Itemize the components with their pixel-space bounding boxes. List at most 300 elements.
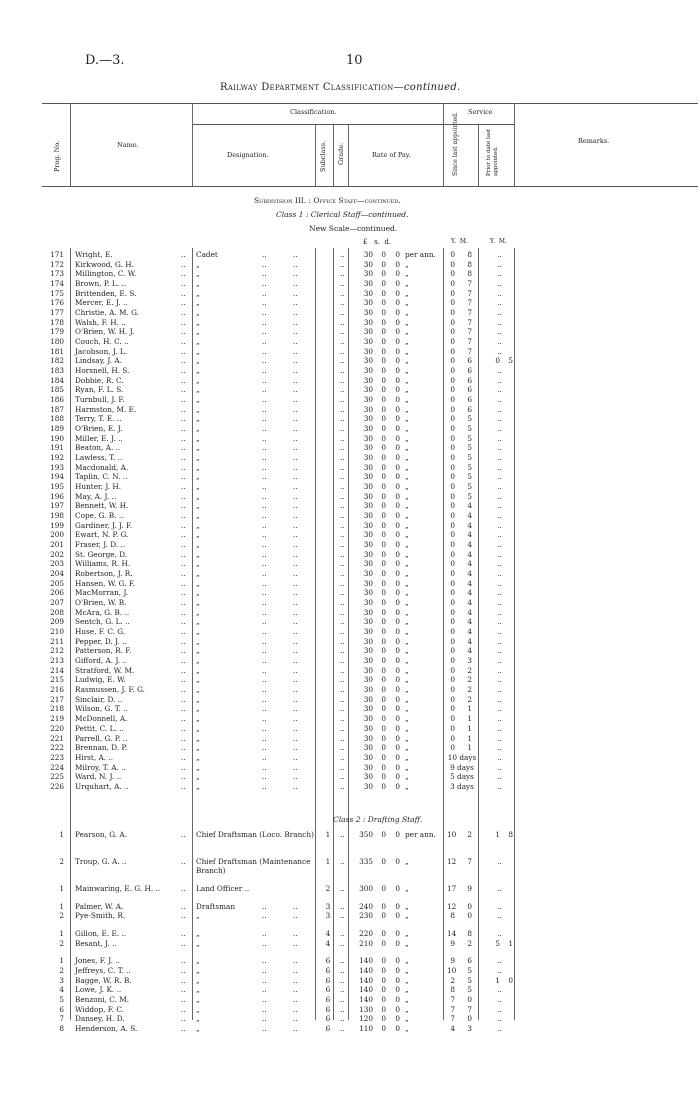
- pay-pence: 0: [395, 414, 400, 424]
- table-row: [0, 299, 700, 308]
- leader-dots: ..: [181, 911, 186, 921]
- prior-service: ..: [497, 491, 502, 501]
- leader-dots: ..: [262, 375, 267, 385]
- designation: „: [196, 327, 200, 337]
- pay-shillings: 0: [381, 938, 386, 948]
- service-months: 4: [467, 636, 472, 646]
- leader-dots: ..: [293, 414, 298, 424]
- pay-pence: 0: [395, 704, 400, 714]
- leader-dots: ..: [293, 714, 298, 724]
- leader-dots: ..: [340, 511, 345, 521]
- header-col-line-5: [348, 124, 349, 186]
- leader-dots: ..: [181, 975, 186, 985]
- pay-pence: 0: [395, 966, 400, 976]
- employee-name: Dobbie, R. C.: [75, 375, 124, 385]
- employee-name: Fraser, J. D. ..: [75, 540, 126, 550]
- pay-period: „: [405, 598, 409, 608]
- pay-pounds: 30: [363, 675, 373, 685]
- pay-period: „: [405, 752, 409, 762]
- designation: „: [196, 685, 200, 695]
- leader-dots: ..: [181, 501, 186, 511]
- leader-dots: ..: [262, 259, 267, 269]
- service-since-last: 5 days: [450, 772, 474, 782]
- service-years: 0: [450, 636, 455, 646]
- prior-service: ..: [497, 884, 502, 893]
- designation: „: [196, 714, 200, 724]
- leader-dots: ..: [340, 1004, 345, 1014]
- designation: „: [196, 424, 200, 434]
- prog-no: 1: [59, 830, 64, 839]
- service-years: 0: [450, 404, 455, 414]
- prior-service: ..: [497, 588, 502, 598]
- designation: „: [196, 588, 200, 598]
- leader-dots: ..: [181, 762, 186, 772]
- prog-no: 190: [50, 433, 64, 443]
- service-since-last: 10 days: [447, 752, 477, 762]
- pay-pounds: 30: [363, 288, 373, 298]
- pay-pounds: 30: [363, 346, 373, 356]
- leader-dots: ..: [262, 433, 267, 443]
- prior-service: ..: [497, 1004, 502, 1014]
- designation: „: [196, 288, 200, 298]
- employee-name: Parrell, G. P. ..: [75, 733, 128, 743]
- pay-pounds: 30: [363, 646, 373, 656]
- table-row: [0, 425, 700, 434]
- table-row: [0, 831, 700, 847]
- service-months: 5: [467, 414, 472, 424]
- leader-dots: ..: [181, 956, 186, 966]
- service-months: 7: [467, 298, 472, 308]
- pay-period: „: [405, 675, 409, 685]
- leader-dots: ..: [340, 443, 345, 453]
- prog-no: 202: [50, 549, 64, 559]
- pay-pence: 0: [395, 607, 400, 617]
- pay-pounds: 30: [363, 665, 373, 675]
- service-years: 0: [450, 337, 455, 347]
- leader-dots: ..: [340, 995, 345, 1005]
- leader-dots: ..: [181, 424, 186, 434]
- leader-dots: ..: [293, 627, 298, 637]
- pay-pounds: 30: [363, 337, 373, 347]
- table-row: [0, 435, 700, 444]
- subclass: 3: [325, 901, 331, 911]
- leader-dots: ..: [262, 482, 267, 492]
- leader-dots: ..: [293, 598, 298, 608]
- employee-name: Williams, R. H.: [75, 559, 131, 569]
- leader-dots: ..: [340, 269, 345, 279]
- pay-pounds: 30: [363, 569, 373, 579]
- pay-pounds: 30: [363, 385, 373, 395]
- employee-name: Harmston, M. E.: [75, 404, 137, 414]
- prior-service: ..: [497, 288, 502, 298]
- header-top-rule: [42, 103, 698, 104]
- pay-shillings: 0: [381, 327, 386, 337]
- leader-dots: ..: [293, 588, 298, 598]
- service-months: 5: [467, 491, 472, 501]
- leader-dots: ..: [262, 598, 267, 608]
- header-rate: Rate of Pay.: [372, 151, 411, 159]
- pay-pence: 0: [395, 520, 400, 530]
- prior-service: ..: [497, 752, 502, 762]
- designation: „: [196, 627, 200, 637]
- pay-pounds: 30: [363, 259, 373, 269]
- leader-dots: ..: [181, 327, 186, 337]
- pay-pounds: 30: [363, 733, 373, 743]
- leader-dots: ..: [340, 288, 345, 298]
- table-row: [0, 541, 700, 550]
- prior-service: ..: [497, 375, 502, 385]
- service-months: 8: [467, 259, 472, 269]
- header-grade: Grade.: [337, 142, 345, 165]
- designation: „: [196, 675, 200, 685]
- pay-shillings: 0: [381, 530, 386, 540]
- pay-period: „: [405, 985, 409, 995]
- prior-service: ..: [497, 772, 502, 782]
- leader-dots: ..: [181, 694, 186, 704]
- service-months: 2: [467, 830, 472, 839]
- pay-period: „: [405, 743, 409, 753]
- pay-pence: 0: [395, 462, 400, 472]
- header-subclass: Subclass.: [319, 140, 327, 172]
- pay-shillings: 0: [381, 694, 386, 704]
- leader-dots: ..: [340, 395, 345, 405]
- leader-dots: ..: [340, 685, 345, 695]
- pay-pounds: 30: [363, 414, 373, 424]
- leader-dots: ..: [262, 462, 267, 472]
- prog-no: 2: [59, 911, 64, 921]
- pay-period: „: [405, 723, 409, 733]
- service-months: 4: [467, 598, 472, 608]
- leader-dots: ..: [293, 259, 298, 269]
- leader-dots: ..: [340, 530, 345, 540]
- leader-dots: ..: [293, 617, 298, 627]
- designation: „: [196, 569, 200, 579]
- pay-period: „: [405, 540, 409, 550]
- leader-dots: ..: [181, 857, 186, 866]
- service-months: 1: [467, 704, 472, 714]
- designation: „: [196, 520, 200, 530]
- employee-name: Terry, T. E. ..: [75, 414, 122, 424]
- prog-no: 177: [50, 308, 64, 318]
- service-years: 0: [450, 424, 455, 434]
- prior-service: ..: [497, 308, 502, 318]
- leader-dots: ..: [293, 288, 298, 298]
- prog-no: 213: [50, 656, 64, 666]
- prog-no: 204: [50, 569, 64, 579]
- table-row: [0, 930, 700, 939]
- leader-dots: ..: [262, 733, 267, 743]
- leader-dots: ..: [340, 433, 345, 443]
- designation: „: [196, 375, 200, 385]
- leader-dots: ..: [293, 356, 298, 366]
- prog-no: 212: [50, 646, 64, 656]
- leader-dots: ..: [340, 617, 345, 627]
- table-row: [0, 647, 700, 656]
- service-months: 4: [467, 617, 472, 627]
- service-months: 4: [467, 569, 472, 579]
- employee-name: Gillon, E. E. ..: [75, 929, 127, 938]
- pay-pence: 0: [395, 714, 400, 724]
- employee-name: Wright, E.: [75, 250, 113, 259]
- title-suffix: —continued.: [393, 82, 461, 93]
- service-years: 0: [450, 704, 455, 714]
- pay-pounds: 30: [363, 617, 373, 627]
- leader-dots: ..: [262, 298, 267, 308]
- pay-shillings: 0: [381, 308, 386, 318]
- pay-pence: 0: [395, 327, 400, 337]
- pay-pence: 0: [395, 694, 400, 704]
- employee-name: Mainwaring, E. G. H. ..: [75, 884, 161, 893]
- pay-shillings: 0: [381, 911, 386, 921]
- table-row: [0, 715, 700, 724]
- employee-name: Bagge, W. R. B.: [75, 975, 132, 985]
- table-row: [0, 696, 700, 705]
- pay-period: „: [405, 929, 409, 938]
- leader-dots: ..: [340, 501, 345, 511]
- leader-dots: ..: [181, 433, 186, 443]
- service-years: 0: [450, 598, 455, 608]
- prog-no: 6: [59, 1004, 64, 1014]
- leader-dots: ..: [262, 559, 267, 569]
- leader-dots: ..: [181, 1014, 186, 1024]
- leader-dots: ..: [181, 443, 186, 453]
- service-years: 0: [450, 501, 455, 511]
- service-years: 0: [450, 250, 455, 259]
- prog-no: 178: [50, 317, 64, 327]
- prior-service: ..: [497, 723, 502, 733]
- pay-shillings: 0: [381, 404, 386, 414]
- pay-shillings: 0: [381, 752, 386, 762]
- pay-shillings: 0: [381, 356, 386, 366]
- leader-dots: ..: [262, 395, 267, 405]
- pay-period: „: [405, 472, 409, 482]
- leader-dots: ..: [340, 772, 345, 782]
- prior-service: ..: [497, 627, 502, 637]
- prior-service: ..: [497, 617, 502, 627]
- pay-pence: 0: [395, 578, 400, 588]
- leader-dots: ..: [293, 462, 298, 472]
- page-title: [220, 82, 461, 93]
- employee-name: Gifford, A. J. ..: [75, 656, 128, 666]
- employee-name: Gardiner, J. J. F.: [75, 520, 133, 530]
- table-row: [0, 280, 700, 289]
- prog-no: 173: [50, 269, 64, 279]
- service-years: 0: [450, 743, 455, 753]
- table-row: [0, 638, 700, 647]
- pay-shillings: 0: [381, 830, 386, 839]
- pay-pence: 0: [395, 308, 400, 318]
- prior-service: ..: [497, 929, 502, 938]
- table-row: [0, 270, 700, 279]
- pay-shillings: 0: [381, 743, 386, 753]
- pay-pence: 0: [395, 288, 400, 298]
- prior-service: ..: [497, 1024, 502, 1034]
- pay-period: „: [405, 569, 409, 579]
- service-years: 9: [450, 956, 455, 966]
- subclass: 6: [325, 966, 331, 976]
- leader-dots: ..: [340, 1014, 345, 1024]
- leader-dots: ..: [293, 511, 298, 521]
- leader-dots: ..: [181, 607, 186, 617]
- employee-name: Henderson, A. S.: [75, 1024, 138, 1034]
- leader-dots: ..: [181, 453, 186, 463]
- leader-dots: ..: [340, 259, 345, 269]
- service-years: 7: [450, 1014, 455, 1024]
- employee-name: Jacobson, J. L.: [75, 346, 128, 356]
- prog-no: 3: [59, 975, 64, 985]
- leader-dots: ..: [293, 443, 298, 453]
- table-row: [0, 319, 700, 328]
- pay-pounds: 30: [363, 308, 373, 318]
- service-months: 9: [467, 884, 472, 893]
- service-months: 0: [467, 901, 472, 911]
- prog-no: 209: [50, 617, 64, 627]
- leader-dots: ..: [262, 646, 267, 656]
- pay-period: „: [405, 530, 409, 540]
- pay-pounds: 30: [363, 762, 373, 772]
- header-remarks: Remarks.: [578, 137, 610, 145]
- pay-pounds: 300: [359, 884, 373, 893]
- prior-service: ..: [497, 317, 502, 327]
- service-years: 0: [450, 443, 455, 453]
- leader-dots: ..: [262, 385, 267, 395]
- designation: „: [196, 443, 200, 453]
- leader-dots: ..: [340, 762, 345, 772]
- pay-shillings: 0: [381, 627, 386, 637]
- employee-name: Beaton, A. ..: [75, 443, 121, 453]
- prior-service: ..: [497, 453, 502, 463]
- prog-no: 4: [59, 985, 64, 995]
- header-prog-no: Prog. No.: [53, 140, 61, 172]
- leader-dots: ..: [181, 617, 186, 627]
- leader-dots: ..: [293, 1024, 298, 1034]
- leader-dots: ..: [262, 704, 267, 714]
- leader-dots: ..: [340, 385, 345, 395]
- prog-no: 183: [50, 366, 64, 376]
- service-months: 6: [467, 356, 472, 366]
- pay-period: „: [405, 588, 409, 598]
- prior-service: ..: [497, 675, 502, 685]
- prog-no: 172: [50, 259, 64, 269]
- prior-service: ..: [497, 298, 502, 308]
- service-years: 0: [450, 317, 455, 327]
- pay-shillings: 0: [381, 491, 386, 501]
- prior-service: ..: [497, 366, 502, 376]
- leader-dots: ..: [181, 733, 186, 743]
- leader-dots: ..: [340, 317, 345, 327]
- designation: „: [196, 269, 200, 279]
- service-months: 2: [467, 685, 472, 695]
- designation: „: [196, 482, 200, 492]
- pay-period: „: [405, 975, 409, 985]
- leader-dots: ..: [340, 491, 345, 501]
- pay-period: „: [405, 685, 409, 695]
- service-since-last: 9 days: [450, 762, 474, 772]
- leader-dots: ..: [340, 704, 345, 714]
- pay-period: per ann.: [405, 250, 436, 259]
- pay-pence: 0: [395, 752, 400, 762]
- pay-pence: 0: [395, 250, 400, 259]
- employee-name: O'Brien, E. J.: [75, 424, 123, 434]
- table-row: [0, 551, 700, 560]
- leader-dots: ..: [262, 337, 267, 347]
- prog-no: 187: [50, 404, 64, 414]
- subclass: 6: [325, 1004, 331, 1014]
- prior-service: ..: [497, 781, 502, 791]
- leader-dots: ..: [340, 337, 345, 347]
- employee-name: Pepper, D. J. ..: [75, 636, 127, 646]
- pay-shillings: 0: [381, 975, 386, 985]
- prog-no: 5: [59, 995, 64, 1005]
- table-row: [0, 754, 700, 763]
- prog-no: 8: [59, 1024, 64, 1034]
- service-since-last: 3 days: [450, 781, 474, 791]
- prog-no: 182: [50, 356, 64, 366]
- leader-dots: ..: [293, 327, 298, 337]
- leader-dots: ..: [340, 656, 345, 666]
- pay-period: „: [405, 559, 409, 569]
- designation: „: [196, 665, 200, 675]
- pay-pounds: 30: [363, 443, 373, 453]
- designation: Land Officer ..: [196, 884, 250, 893]
- leader-dots: ..: [181, 356, 186, 366]
- service-years: 0: [450, 694, 455, 704]
- service-months: 0: [467, 1014, 472, 1024]
- pay-units: £ s. d.: [363, 238, 392, 246]
- leader-dots: ..: [181, 656, 186, 666]
- table-row: [0, 657, 700, 666]
- pay-shillings: 0: [381, 704, 386, 714]
- pay-pounds: 30: [363, 588, 373, 598]
- service-months: 4: [467, 530, 472, 540]
- table-row: [0, 1006, 700, 1015]
- employee-name: Patterson, R. F.: [75, 646, 132, 656]
- prior-service: ..: [497, 549, 502, 559]
- leader-dots: ..: [340, 636, 345, 646]
- designation: „: [196, 743, 200, 753]
- prior-service: ..: [497, 857, 502, 866]
- pay-pence: 0: [395, 346, 400, 356]
- leader-dots: ..: [262, 752, 267, 762]
- prior-service: ..: [497, 743, 502, 753]
- leader-dots: ..: [181, 491, 186, 501]
- prior-service: ..: [497, 704, 502, 714]
- prior-service: ..: [497, 501, 502, 511]
- pay-shillings: 0: [381, 424, 386, 434]
- leader-dots: ..: [340, 404, 345, 414]
- service-years: 10: [447, 966, 457, 976]
- service-months: 0: [467, 911, 472, 921]
- leader-dots: ..: [293, 772, 298, 782]
- table-row: [0, 903, 700, 912]
- pay-pence: 0: [395, 938, 400, 948]
- subclass: 6: [325, 975, 331, 985]
- designation: „: [196, 646, 200, 656]
- pay-period: „: [405, 656, 409, 666]
- prior-service: ..: [497, 559, 502, 569]
- designation: „: [196, 530, 200, 540]
- leader-dots: ..: [293, 733, 298, 743]
- designation: „: [196, 404, 200, 414]
- employee-name: Wilson, G. T. ..: [75, 704, 128, 714]
- pay-pence: 0: [395, 356, 400, 366]
- leader-dots: ..: [340, 472, 345, 482]
- leader-dots: ..: [262, 901, 267, 911]
- leader-dots: ..: [262, 723, 267, 733]
- leader-dots: ..: [293, 1014, 298, 1024]
- leader-dots: ..: [293, 337, 298, 347]
- prior-service: ..: [497, 337, 502, 347]
